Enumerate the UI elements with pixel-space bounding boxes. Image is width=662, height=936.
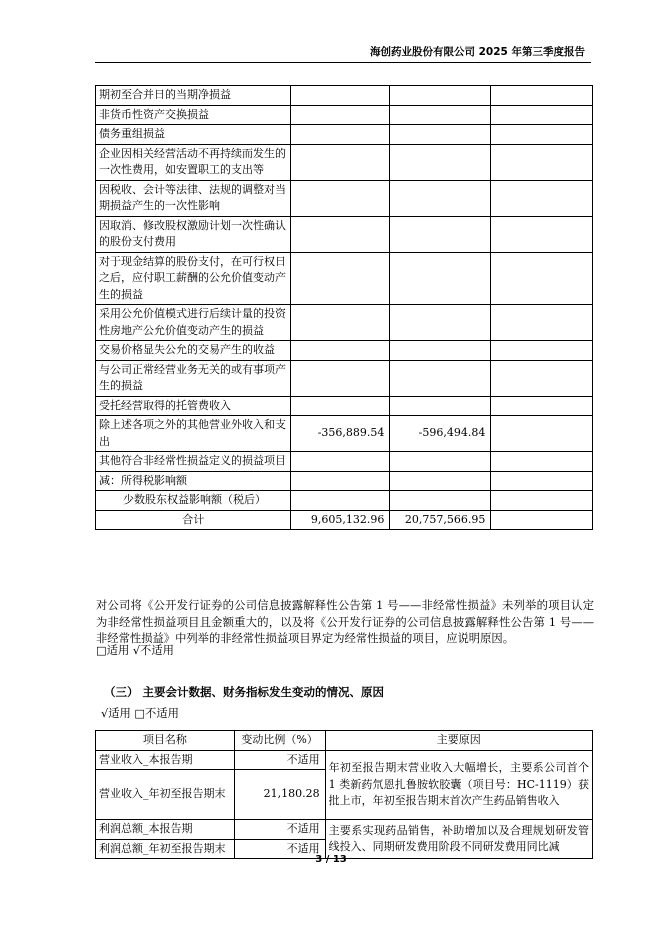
current-period-amount	[291, 396, 390, 416]
remarks	[491, 125, 593, 145]
ytd-amount: 20,757,566.95	[390, 510, 491, 530]
remarks	[491, 471, 593, 491]
remarks	[491, 180, 593, 216]
note-applicable: □适用 √不适用	[96, 644, 174, 657]
item-name: 利润总额_本报告期	[96, 820, 235, 840]
financial-changes-table	[95, 730, 593, 859]
current-period-amount	[291, 180, 390, 216]
item-label: 与公司正常经营业务无关的或有事项产生的损益	[96, 360, 291, 396]
ytd-amount	[390, 144, 491, 180]
remarks	[491, 216, 593, 252]
current-period-amount	[291, 144, 390, 180]
report-header: 海创药业股份有限公司 2025 年第三季度报告	[369, 46, 585, 58]
remarks	[491, 252, 593, 305]
remarks	[491, 510, 593, 530]
current-period-amount: -356,889.54	[291, 416, 390, 452]
change-ratio: 不适用	[234, 750, 325, 770]
ytd-amount	[390, 396, 491, 416]
section-title: （三） 主要会计数据、财务指标发生变动的情况、原因	[104, 685, 385, 699]
table-row	[96, 471, 593, 491]
remarks	[491, 105, 593, 125]
main-reason: 主要系实现药品销售，补助增加以及合理规划研发管线投入、同期研发费用阶段不同研发费用同比减	[325, 820, 592, 859]
remarks	[491, 416, 593, 452]
ytd-amount	[390, 341, 491, 361]
table-row	[96, 180, 593, 216]
table-row	[96, 305, 593, 341]
table-row	[96, 252, 593, 305]
current-period-amount	[291, 471, 390, 491]
note-paragraph: 对公司将《公开发行证券的公司信息披露解释性公告第 1 号——非经常性损益》未列举的项目认定为非经常性损益项目且金额重大的，以及将《公开发行证券的公司信息披露解释性公告第 1 号——非经常性损益》中列举的非经常性损益项目界定为经常性损益的项目，应说明原因。	[96, 599, 594, 645]
table-header-row	[96, 731, 593, 751]
item-label: 因税收、会计等法律、法规的调整对当期损益产生的一次性影响	[96, 180, 291, 216]
table-row	[96, 105, 593, 125]
remarks	[491, 396, 593, 416]
item-name: 利润总额_年初至报告期末	[96, 839, 235, 859]
table-row	[96, 750, 593, 770]
remarks	[491, 305, 593, 341]
current-period-amount	[291, 305, 390, 341]
table-row	[96, 125, 593, 145]
nonrecurring-gains-table	[95, 85, 593, 530]
header-ratio: 变动比例（%）	[234, 731, 325, 751]
table-row	[96, 341, 593, 361]
table-row	[96, 396, 593, 416]
ytd-amount	[390, 86, 491, 106]
remarks	[491, 341, 593, 361]
table-row	[96, 452, 593, 472]
ytd-amount	[390, 360, 491, 396]
item-label: 企业因相关经营活动不再持续而发生的一次性费用，如安置职工的支出等	[96, 144, 291, 180]
remarks	[491, 144, 593, 180]
remarks	[491, 360, 593, 396]
item-label: 非货币性资产交换损益	[96, 105, 291, 125]
table-row	[96, 510, 593, 530]
item-label: 除上述各项之外的其他营业外收入和支出	[96, 416, 291, 452]
ytd-amount: -596,494.84	[390, 416, 491, 452]
current-period-amount	[291, 252, 390, 305]
header-item-name: 项目名称	[96, 731, 235, 751]
table-row	[96, 86, 593, 106]
section-applicable: √适用 □不适用	[101, 707, 179, 720]
current-period-amount: 9,605,132.96	[291, 510, 390, 530]
ytd-amount	[390, 305, 491, 341]
item-label: 受托经营取得的托管费收入	[96, 396, 291, 416]
item-name: 营业收入_年初至报告期末	[96, 770, 235, 820]
item-label: 因取消、修改股权激励计划一次性确认的股份支付费用	[96, 216, 291, 252]
page-number: 3 / 13	[315, 854, 347, 865]
remarks	[491, 491, 593, 511]
ytd-amount	[390, 252, 491, 305]
table-row	[96, 360, 593, 396]
item-label: 少数股东权益影响额（税后）	[96, 491, 291, 511]
item-label: 采用公允价值模式进行后续计量的投资性房地产公允价值变动产生的损益	[96, 305, 291, 341]
ytd-amount	[390, 452, 491, 472]
change-ratio: 21,180.28	[234, 770, 325, 820]
ytd-amount	[390, 105, 491, 125]
item-label: 债务重组损益	[96, 125, 291, 145]
ytd-amount	[390, 180, 491, 216]
item-label: 合计	[96, 510, 291, 530]
item-label: 期初至合并日的当期净损益	[96, 86, 291, 106]
remarks	[491, 86, 593, 106]
ytd-amount	[390, 216, 491, 252]
main-reason: 年初至报告期末营业收入大幅增长，主要系公司首个 1 类新药氘恩扎鲁胺软胶囊（项目号：HC-1119）获批上市，年初至报告期末首次产生药品销售收入	[325, 750, 592, 820]
ytd-amount	[390, 491, 491, 511]
table-row	[96, 820, 593, 840]
table-row	[96, 416, 593, 452]
change-ratio: 不适用	[234, 820, 325, 840]
remarks	[491, 452, 593, 472]
current-period-amount	[291, 491, 390, 511]
table-row	[96, 491, 593, 511]
current-period-amount	[291, 105, 390, 125]
current-period-amount	[291, 86, 390, 106]
current-period-amount	[291, 125, 390, 145]
header-reason: 主要原因	[325, 731, 592, 751]
current-period-amount	[291, 452, 390, 472]
table-row	[96, 144, 593, 180]
current-period-amount	[291, 216, 390, 252]
current-period-amount	[291, 341, 390, 361]
ytd-amount	[390, 471, 491, 491]
current-period-amount	[291, 360, 390, 396]
item-label: 交易价格显失公允的交易产生的收益	[96, 341, 291, 361]
item-label: 减：所得税影响额	[96, 471, 291, 491]
item-label: 其他符合非经常性损益定义的损益项目	[96, 452, 291, 472]
item-name: 营业收入_本报告期	[96, 750, 235, 770]
item-label: 对于现金结算的股份支付，在可行权日之后，应付职工薪酬的公允价值变动产生的损益	[96, 252, 291, 305]
change-ratio: 不适用	[234, 839, 325, 859]
ytd-amount	[390, 125, 491, 145]
header-rule	[95, 62, 591, 63]
table-row	[96, 216, 593, 252]
